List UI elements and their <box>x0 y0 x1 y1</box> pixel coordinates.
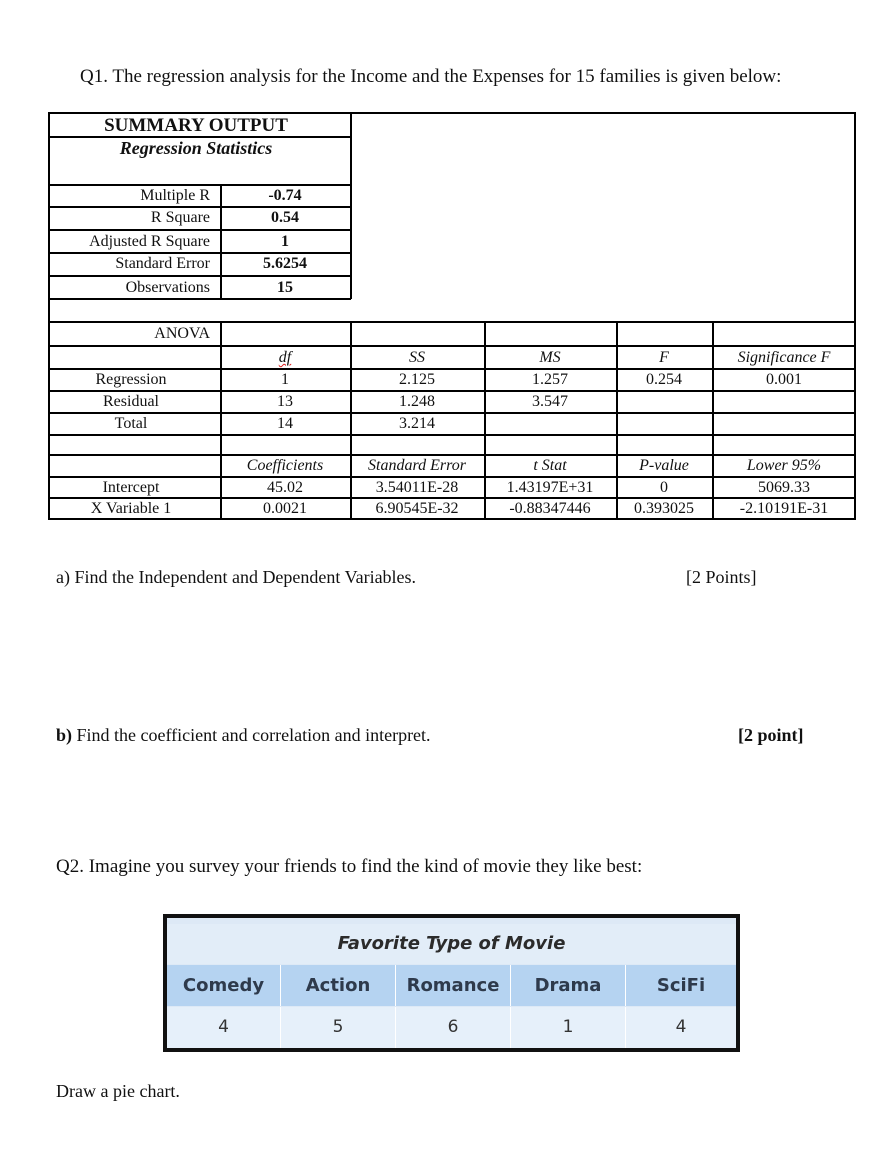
anova-total-df: 14 <box>277 415 293 432</box>
coef-x-variable-lower-95: -2.10191E-31 <box>739 500 829 517</box>
question-a-text: a) Find the Independent and Dependent Variables. <box>56 567 417 587</box>
anova-regression-ms: 1.257 <box>532 371 568 388</box>
anova-regression-ss: 2.125 <box>399 371 435 388</box>
coef-x-variable-coefficient: 0.0021 <box>263 500 307 517</box>
anova-header-df: df <box>278 349 292 366</box>
stat-label-observations: Observations <box>125 279 210 296</box>
coef-header-p-value: P-value <box>639 457 689 474</box>
stat-value-observations: 15 <box>277 279 293 296</box>
coef-header-lower-95: Lower 95% <box>746 457 822 474</box>
anova-regression-df: 1 <box>281 371 289 388</box>
movie-header-drama: Drama <box>511 965 626 1006</box>
movie-value-drama: 1 <box>511 1007 626 1048</box>
anova-residual-ss: 1.248 <box>399 393 435 410</box>
coef-intercept-coefficient: 45.02 <box>267 479 303 496</box>
anova-header-ms: MS <box>539 349 561 366</box>
anova-label: ANOVA <box>154 325 210 342</box>
stat-label-adjusted-r-square: Adjusted R Square <box>89 233 210 250</box>
stat-label-standard-error: Standard Error <box>115 255 210 272</box>
stat-value-adjusted-r-square: 1 <box>281 233 289 250</box>
favorite-movie-table <box>163 914 740 1052</box>
coef-row-label-x-variable-1: X Variable 1 <box>90 500 172 517</box>
coef-intercept-lower-95: 5069.33 <box>758 479 810 496</box>
coef-header-coefficients: Coefficients <box>246 457 324 474</box>
anova-row-label-residual: Residual <box>103 393 159 410</box>
coef-x-variable-p-value: 0.393025 <box>634 500 694 517</box>
movie-value-scifi: 4 <box>675 1017 687 1037</box>
regression-statistics-label: Regression Statistics <box>119 138 273 158</box>
coef-intercept-standard-error: 3.54011E-28 <box>375 479 459 496</box>
movie-header-comedy: Comedy <box>167 965 281 1006</box>
question-b-points: [2 point] <box>738 725 804 745</box>
coef-x-variable-standard-error: 6.90545E-32 <box>375 500 459 517</box>
stat-value-multiple-r: -0.74 <box>268 187 302 204</box>
movie-value-row <box>167 1007 736 1048</box>
question-b-text: Find the coefficient and correlation and interpret. <box>72 725 431 745</box>
movie-header-row <box>167 965 736 1006</box>
stat-value-standard-error: 5.6254 <box>263 255 307 272</box>
movie-header-scifi: SciFi <box>656 975 706 996</box>
coef-header-t-stat: t Stat <box>533 457 567 474</box>
question-b <box>56 725 431 746</box>
anova-regression-f: 0.254 <box>646 371 682 388</box>
stat-value-r-square: 0.54 <box>271 209 299 226</box>
anova-row-label-regression: Regression <box>95 371 167 388</box>
movie-header-action: Action <box>281 965 396 1006</box>
anova-header-ss: SS <box>409 349 425 366</box>
anova-regression-significance: 0.001 <box>766 371 802 388</box>
question-b-prefix: b) <box>56 725 73 745</box>
q2-title: Q2. Imagine you survey your friends to find the kind of movie they like best: <box>56 856 643 877</box>
coef-intercept-p-value: 0 <box>660 479 668 496</box>
coef-intercept-t-stat: 1.43197E+31 <box>506 479 594 496</box>
regression-output-table <box>48 112 856 519</box>
movie-value-comedy: 4 <box>167 1007 281 1048</box>
anova-header-f: F <box>659 349 669 366</box>
stat-label-r-square: R Square <box>150 209 210 226</box>
stat-label-multiple-r: Multiple R <box>140 187 210 204</box>
movie-table-title: Favorite Type of Movie <box>167 924 736 964</box>
coef-x-variable-t-stat: -0.88347446 <box>509 500 591 517</box>
anova-header-significance-f: Significance F <box>737 349 831 366</box>
question-a-points: [2 Points] <box>686 567 757 587</box>
anova-total-ss: 3.214 <box>399 415 435 432</box>
summary-output-title: SUMMARY OUTPUT <box>104 115 288 136</box>
movie-header-romance: Romance <box>396 965 511 1006</box>
anova-row-label-total: Total <box>114 415 148 432</box>
movie-value-romance: 6 <box>396 1007 511 1048</box>
coef-row-label-intercept: Intercept <box>102 479 160 496</box>
coef-header-standard-error: Standard Error <box>368 457 466 474</box>
anova-residual-df: 13 <box>277 393 293 410</box>
anova-residual-ms: 3.547 <box>532 393 568 410</box>
q1-title: Q1. The regression analysis for the Income and the Expenses for 15 families is given below: <box>80 66 782 87</box>
movie-value-action: 5 <box>281 1007 396 1048</box>
pie-chart-instruction: Draw a pie chart. <box>56 1081 180 1101</box>
